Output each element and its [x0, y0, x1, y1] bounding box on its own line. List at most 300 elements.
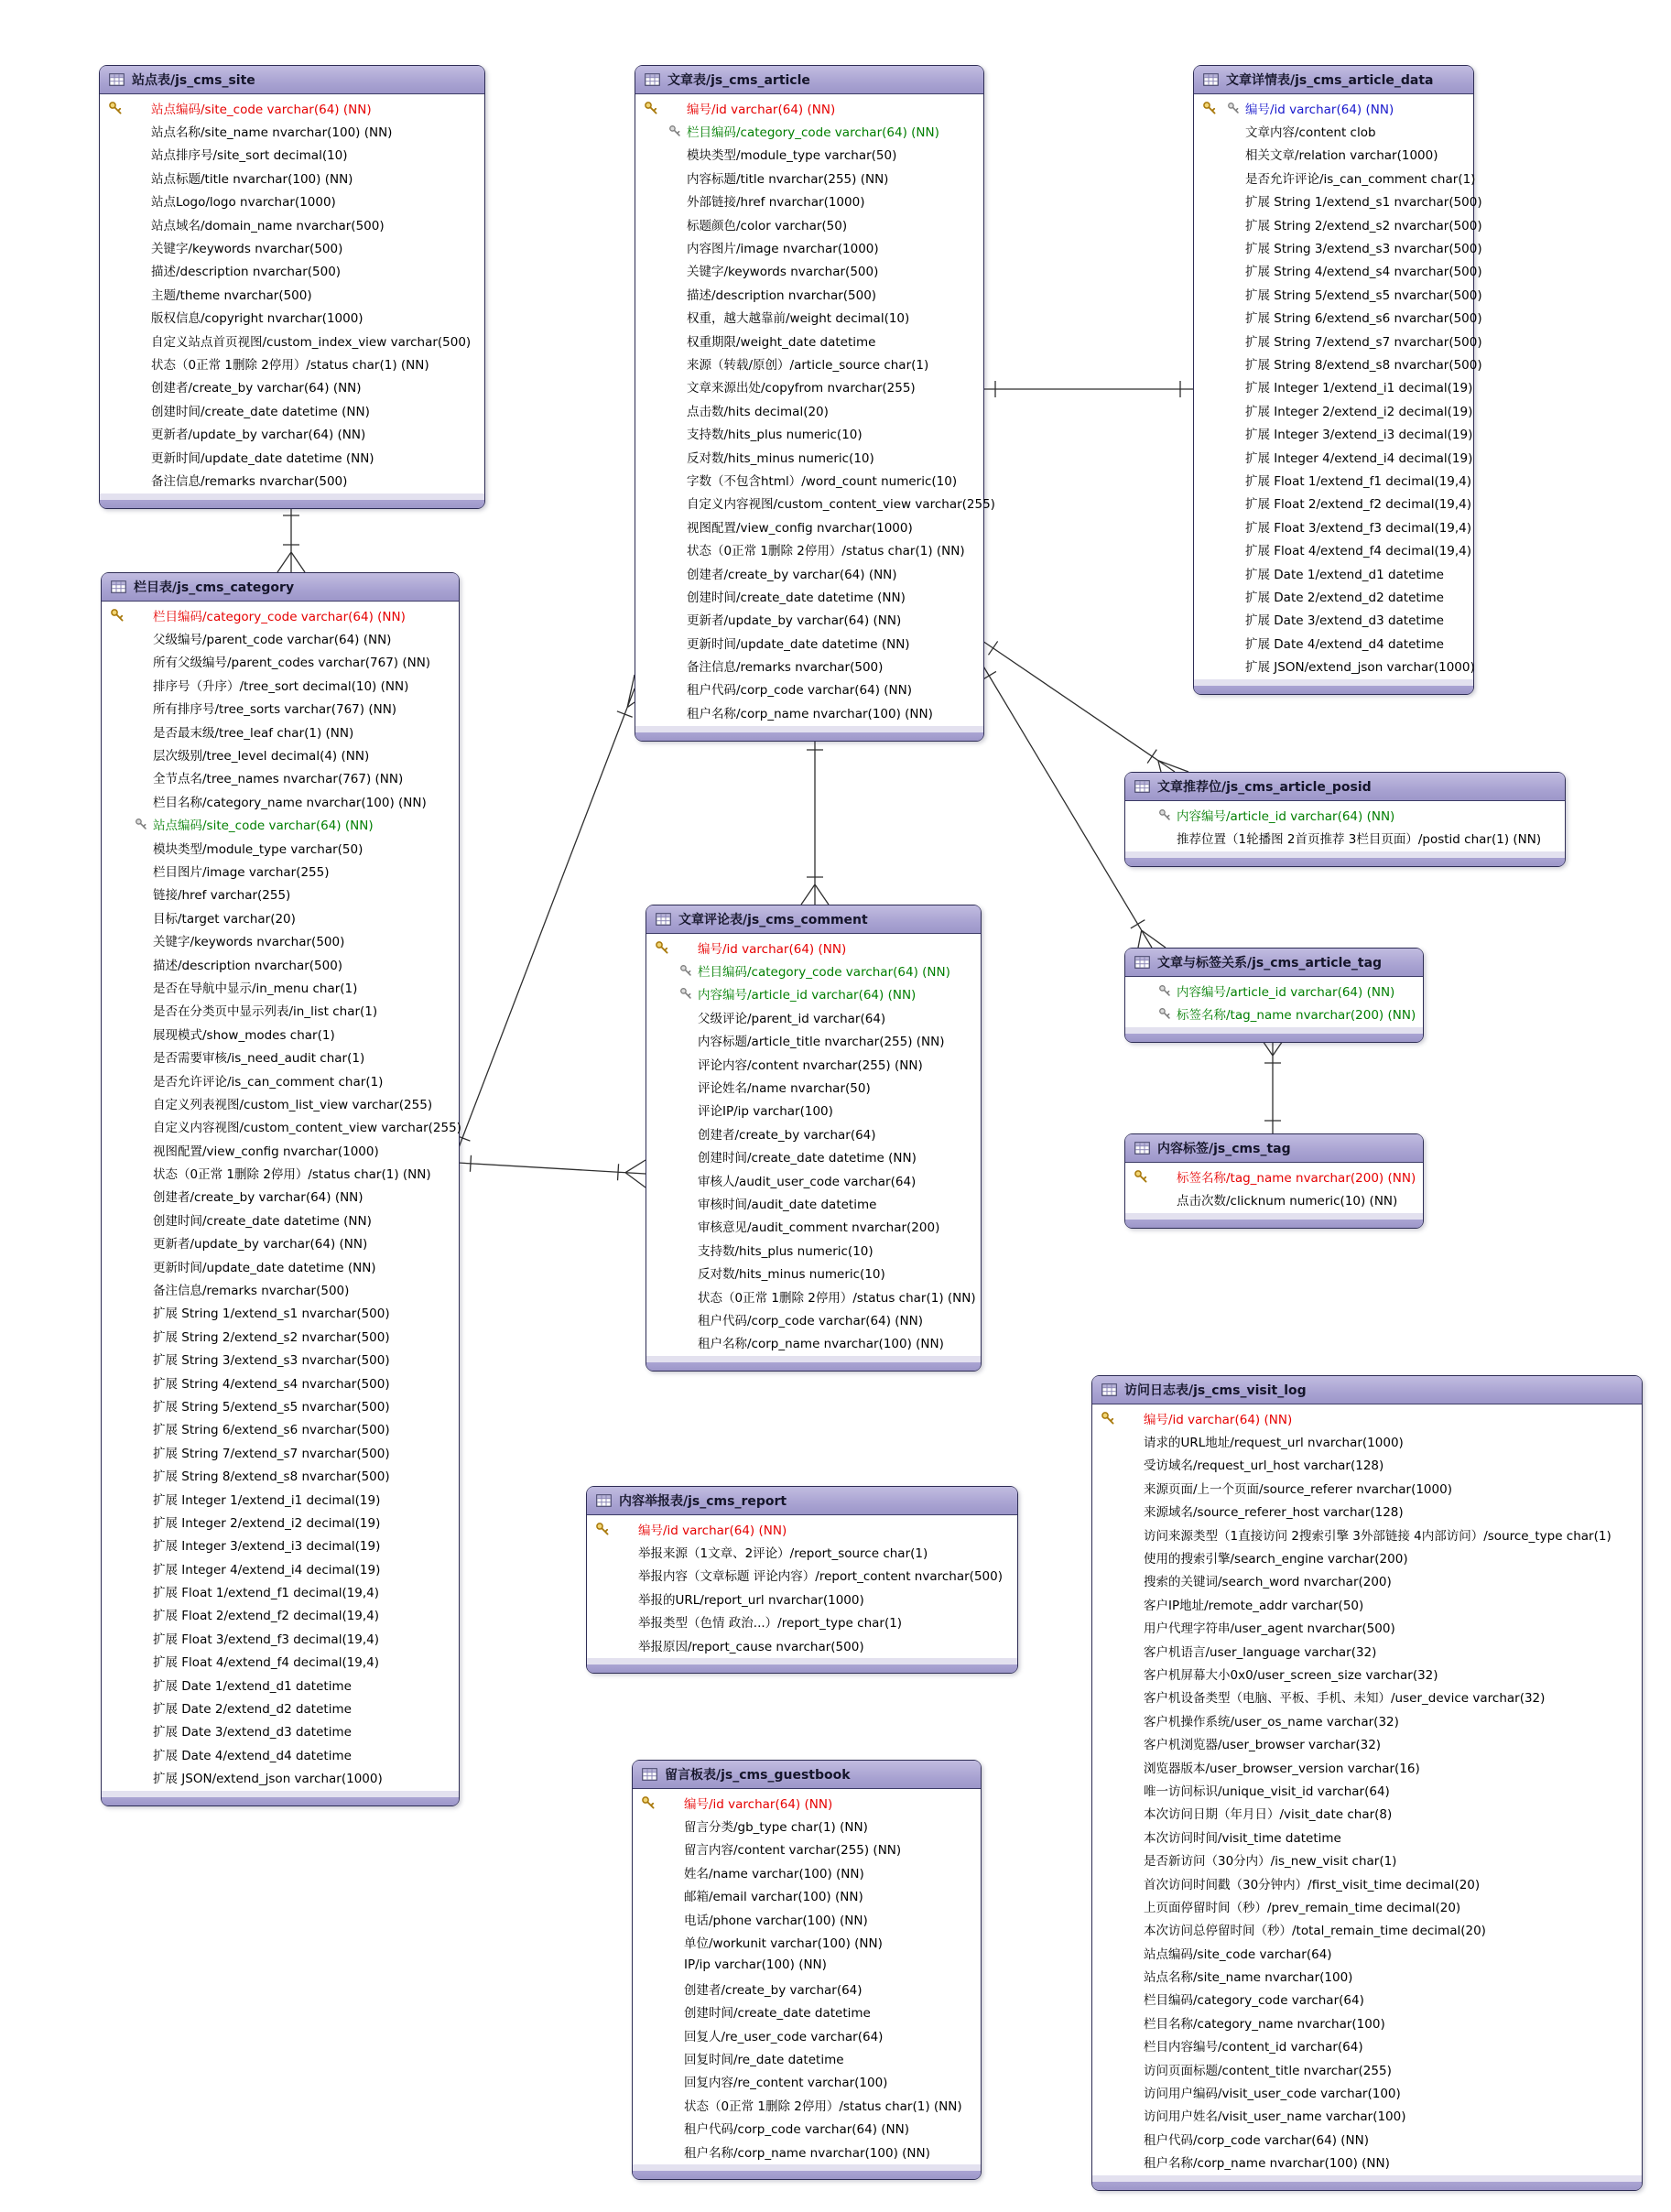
field-row: [1092, 2127, 1636, 2150]
field-label: 支持数/hits_plus numeric(10): [687, 428, 863, 443]
field-row: [1092, 1825, 1636, 1848]
field-row: [1194, 561, 1468, 584]
entity-header: [1092, 1376, 1642, 1404]
field-row: [587, 1564, 1012, 1587]
entity-footer: [1125, 1027, 1423, 1042]
field-row: [635, 166, 978, 189]
entity-header: [1125, 1134, 1423, 1163]
field-label: 扩展 Float 2/extend_f2 decimal(19,4): [153, 1609, 380, 1624]
field-row: [1125, 1002, 1417, 1025]
table-icon: [1134, 780, 1150, 793]
field-row: [646, 982, 975, 1005]
field-row: [102, 1463, 453, 1486]
field-label: 扩展 Integer 4/extend_i4 decimal(19): [153, 1562, 381, 1578]
field-row: [1092, 1964, 1636, 1987]
field-label: 访问来源类型（1直接访问 2搜索引擎 3外部链接 4内部访问）/source_type char(1): [1144, 1528, 1611, 1544]
field-row: [1125, 826, 1559, 849]
field-row: [102, 905, 453, 928]
entity-footer: [100, 493, 484, 508]
field-row: [102, 1487, 453, 1510]
field-row: [1125, 1187, 1417, 1210]
field-label: 备注信息/remarks nvarchar(500): [687, 660, 884, 676]
field-row: [587, 1517, 1012, 1540]
field-label: 租户名称/corp_name nvarchar(100) (NN): [698, 1337, 944, 1352]
field-label: 扩展 String 1/extend_s1 nvarchar(500): [1245, 195, 1482, 211]
field-row: [633, 1930, 975, 1953]
field-row: [635, 119, 978, 142]
field-label: 客户机屏幕大小0x0/user_screen_size varchar(32): [1144, 1667, 1438, 1683]
field-row: [646, 1261, 975, 1284]
field-row: [102, 603, 453, 626]
entity-footer: [646, 1356, 981, 1371]
relationship-site-category: [277, 503, 305, 572]
primary-key-icon: [105, 603, 129, 626]
field-row: [102, 1603, 453, 1626]
relationship-article-article_posid: [982, 641, 1188, 772]
field-label: 编号/id varchar(64) (NN): [1144, 1412, 1293, 1427]
field-label: 站点标题/title nvarchar(100) (NN): [151, 171, 353, 187]
field-label: 唯一访问标识/unique_visit_id varchar(64): [1144, 1784, 1390, 1799]
field-row: [102, 836, 453, 859]
field-label: 扩展 String 7/extend_s7 nvarchar(500): [1245, 334, 1482, 350]
field-label: 状态（0正常 1删除 2停用）/status char(1) (NN): [151, 357, 429, 373]
field-label: 父级评论/parent_id varchar(64): [698, 1011, 886, 1026]
field-row: [1194, 584, 1468, 607]
field-row: [633, 1907, 975, 1930]
field-row: [1092, 1569, 1636, 1592]
primary-key-icon: [1198, 96, 1221, 119]
field-label: 编号/id varchar(64) (NN): [638, 1523, 787, 1538]
field-row: [100, 143, 479, 166]
field-label: 更新时间/update_date datetime (NN): [687, 636, 910, 652]
field-row: [1092, 1545, 1636, 1568]
field-label: 内容标题/article_title nvarchar(255) (NN): [698, 1035, 945, 1050]
field-row: [102, 766, 453, 789]
field-label: 备注信息/remarks nvarchar(500): [153, 1284, 350, 1299]
field-label: 栏目名称/category_name nvarchar(100): [1144, 2016, 1385, 2032]
entity-guestbook[interactable]: [632, 1760, 982, 2180]
field-row: [102, 952, 453, 975]
field-row: [100, 166, 479, 189]
table-icon: [1134, 956, 1150, 969]
field-label: 回复时间/re_date datetime: [684, 2052, 844, 2067]
entity-category[interactable]: [101, 572, 460, 1806]
entity-fields: [1125, 1163, 1423, 1213]
field-label: 扩展 Integer 3/extend_i3 decimal(19): [1245, 428, 1473, 443]
field-row: [635, 608, 978, 631]
field-row: [102, 1208, 453, 1231]
field-label: 创建时间/create_date datetime (NN): [698, 1151, 917, 1166]
field-row: [1194, 282, 1482, 305]
field-row: [635, 143, 978, 166]
field-row: [1194, 212, 1482, 235]
field-row: [635, 306, 978, 329]
entity-article_data[interactable]: [1193, 65, 1482, 695]
field-label: 栏目名称/category_name nvarchar(100) (NN): [153, 795, 427, 810]
field-label: 标签名称/tag_name nvarchar(200) (NN): [1177, 1170, 1416, 1186]
entity-fields: [587, 1515, 1017, 1658]
field-label: 支持数/hits_plus numeric(10): [698, 1243, 873, 1259]
field-row: [1194, 352, 1482, 374]
field-label: 全节点名/tree_names nvarchar(767) (NN): [153, 772, 404, 787]
field-label: 模块类型/module_type varchar(50): [153, 841, 363, 857]
entity-header: [1194, 66, 1473, 94]
field-row: [646, 1285, 975, 1307]
entity-header: [646, 905, 981, 934]
field-label: 电话/phone varchar(100) (NN): [684, 1913, 868, 1928]
field-label: 客户机设备类型（电脑、平板、手机、未知）/user_device varchar(32): [1144, 1691, 1546, 1707]
field-row: [102, 720, 453, 743]
field-row: [100, 468, 479, 491]
foreign-key-icon: [1221, 96, 1245, 119]
entity-comment[interactable]: [646, 905, 982, 1372]
field-row: [635, 561, 978, 584]
field-row: [1194, 492, 1472, 515]
field-label: 创建者/create_by varchar(64) (NN): [153, 1190, 363, 1206]
field-row: [646, 1099, 975, 1122]
foreign-key-icon: [663, 119, 687, 142]
field-label: 站点名称/site_name nvarchar(100) (NN): [151, 125, 393, 141]
field-row: [646, 1307, 975, 1330]
field-label: 所有父级编号/parent_codes varchar(767) (NN): [153, 656, 431, 671]
entity-fields: [1125, 801, 1565, 851]
field-row: [635, 468, 978, 491]
table-icon: [109, 73, 125, 86]
field-label: 租户代码/corp_code varchar(64) (NN): [1144, 2132, 1369, 2148]
table-icon: [1101, 1383, 1117, 1396]
field-row: [1092, 1871, 1636, 1894]
field-label: 内容图片/image nvarchar(1000): [687, 242, 879, 257]
field-row: [102, 1696, 453, 1719]
field-label: 反对数/hits_minus numeric(10): [687, 450, 874, 466]
field-row: [635, 329, 978, 352]
field-label: 扩展 Date 1/extend_d1 datetime: [1245, 567, 1444, 582]
field-row: [633, 2001, 975, 2023]
field-row: [633, 1860, 975, 1883]
field-row: [102, 1440, 453, 1463]
entity-fields: [646, 934, 981, 1356]
field-row: [102, 1068, 453, 1091]
field-row: [102, 975, 453, 998]
relationship-article-article_data: [982, 381, 1193, 397]
field-label: 目标/target varchar(20): [153, 911, 296, 927]
field-row: [102, 813, 453, 836]
field-label: 状态（0正常 1删除 2停用）/status char(1) (NN): [684, 2098, 962, 2114]
field-row: [102, 1510, 453, 1533]
field-row: [1194, 398, 1473, 421]
entity-header: [100, 66, 484, 94]
field-label: 点击次数/clicknum numeric(10) (NN): [1177, 1194, 1398, 1209]
entity-title: 站点表/js_cms_site: [132, 73, 255, 88]
field-label: 标题颜色/color varchar(50): [687, 218, 848, 233]
field-row: [1125, 979, 1417, 1002]
field-label: 客户机操作系统/user_os_name varchar(32): [1144, 1714, 1399, 1729]
field-label: 关键字/keywords nvarchar(500): [151, 242, 343, 257]
field-label: 扩展 String 3/extend_s3 nvarchar(500): [153, 1353, 390, 1369]
field-label: 编号/id varchar(64) (NN): [687, 102, 836, 117]
field-label: 浏览器版本/user_browser_version varchar(16): [1144, 1761, 1420, 1776]
entity-title: 留言板表/js_cms_guestbook: [665, 1768, 851, 1783]
field-label: 描述/description nvarchar(500): [687, 287, 877, 303]
field-row: [1194, 259, 1482, 282]
field-label: 是否最末级/tree_leaf char(1) (NN): [153, 725, 354, 741]
entity-title: 文章评论表/js_cms_comment: [678, 913, 868, 927]
field-row: [635, 375, 978, 398]
field-label: 相关文章/relation varchar(1000): [1245, 148, 1438, 164]
primary-key-icon: [639, 96, 663, 119]
field-row: [100, 119, 479, 142]
field-row: [102, 1534, 453, 1556]
field-label: 扩展 String 5/extend_s5 nvarchar(500): [1245, 287, 1482, 303]
field-row: [102, 1324, 453, 1347]
field-label: 扩展 Date 4/extend_d4 datetime: [1245, 636, 1444, 652]
primary-key-icon: [636, 1791, 660, 1814]
field-label: 扩展 Integer 4/extend_i4 decimal(19): [1245, 450, 1473, 466]
field-label: 姓名/name varchar(100) (NN): [684, 1866, 864, 1881]
field-row: [1092, 2011, 1636, 2033]
field-row: [1194, 190, 1482, 212]
field-row: [1194, 375, 1473, 398]
field-row: [1194, 235, 1482, 258]
field-row: [635, 96, 978, 119]
entity-visit_log[interactable]: [1091, 1375, 1643, 2191]
field-label: 扩展 Date 2/extend_d2 datetime: [1245, 590, 1444, 605]
table-icon: [1134, 1142, 1150, 1155]
entity-site[interactable]: [99, 65, 485, 509]
field-row: [1092, 1639, 1636, 1662]
entity-fields: [102, 602, 459, 1791]
field-row: [1092, 1894, 1636, 1917]
field-label: 访问用户编码/visit_user_code varchar(100): [1144, 2087, 1401, 2102]
field-row: [1194, 166, 1476, 189]
field-row: [1125, 803, 1559, 826]
field-row: [1194, 468, 1472, 491]
field-label: 举报的URL/report_url nvarchar(1000): [638, 1592, 864, 1608]
field-label: 是否在分类页中显示列表/in_list char(1): [153, 1004, 378, 1020]
field-row: [100, 421, 479, 444]
field-row: [100, 306, 479, 329]
field-label: 客户IP地址/remote_addr varchar(50): [1144, 1598, 1364, 1613]
field-row: [102, 697, 453, 720]
field-label: 扩展 Integer 2/extend_i2 decimal(19): [1245, 404, 1473, 419]
field-label: 扩展 JSON/extend_json varchar(1000): [1245, 660, 1475, 676]
field-label: 扩展 Date 3/extend_d3 datetime: [153, 1725, 352, 1740]
field-row: [635, 282, 978, 305]
table-icon: [596, 1494, 612, 1507]
field-row: [633, 1884, 975, 1907]
field-label: 外部链接/href nvarchar(1000): [687, 195, 865, 211]
field-label: 评论IP/ip varchar(100): [698, 1104, 833, 1120]
entity-title: 访问日志表/js_cms_visit_log: [1124, 1383, 1307, 1398]
field-label: 编号/id varchar(64) (NN): [1245, 102, 1394, 117]
field-label: 扩展 String 4/extend_s4 nvarchar(500): [1245, 265, 1482, 280]
field-label: 点击数/hits decimal(20): [687, 404, 829, 419]
entity-article[interactable]: [635, 65, 995, 742]
field-label: 本次访问日期（年月日）/visit_date char(8): [1144, 1807, 1393, 1823]
field-row: [635, 445, 978, 468]
field-row: [633, 2046, 975, 2069]
field-label: 举报来源（1文章、2评论）/report_source char(1): [638, 1546, 928, 1562]
field-row: [1092, 1592, 1636, 1615]
field-label: 栏目编码/category_code varchar(64) (NN): [687, 125, 939, 141]
field-row: [1092, 1616, 1636, 1639]
field-row: [1092, 1453, 1636, 1476]
field-row: [102, 883, 453, 905]
field-row: [646, 1331, 975, 1354]
field-label: 是否新访问（30分内）/is_new_visit char(1): [1144, 1854, 1397, 1870]
field-label: 权重，越大越靠前/weight decimal(10): [687, 311, 910, 327]
field-row: [1194, 654, 1475, 677]
field-label: 栏目编码/category_code varchar(64) (NN): [153, 609, 406, 624]
field-label: 搜索的关键词/search_word nvarchar(200): [1144, 1575, 1392, 1590]
field-row: [646, 1122, 975, 1144]
primary-key-icon: [1096, 1406, 1120, 1429]
table-icon: [656, 913, 671, 926]
entity-article_tag[interactable]: [1124, 948, 1424, 1043]
field-label: 租户名称/corp_name nvarchar(100) (NN): [684, 2145, 930, 2161]
field-label: 视图配置/view_config nvarchar(1000): [687, 520, 913, 536]
field-row: [1194, 119, 1468, 142]
field-label: 扩展 Float 2/extend_f2 decimal(19,4): [1245, 497, 1472, 513]
primary-key-icon: [1129, 1165, 1153, 1187]
field-label: 站点名称/site_name nvarchar(100): [1144, 1970, 1353, 1986]
field-label: 举报原因/report_cause nvarchar(500): [638, 1639, 864, 1654]
field-label: 内容编号/article_id varchar(64) (NN): [1177, 984, 1395, 1000]
field-label: 扩展 Integer 1/extend_i1 decimal(19): [1245, 381, 1473, 396]
entity-footer: [1125, 1213, 1423, 1228]
field-row: [1092, 1500, 1636, 1523]
field-row: [635, 190, 978, 212]
field-label: 备注信息/remarks nvarchar(500): [151, 473, 348, 489]
field-row: [635, 700, 978, 723]
field-row: [102, 1022, 453, 1045]
field-label: 栏目图片/image varchar(255): [153, 864, 330, 880]
field-row: [102, 1719, 453, 1742]
field-row: [633, 1814, 975, 1837]
field-label: 站点域名/domain_name nvarchar(500): [151, 218, 385, 233]
foreign-key-icon: [1153, 979, 1177, 1002]
field-label: 扩展 String 2/extend_s2 nvarchar(500): [153, 1329, 390, 1345]
field-row: [102, 1091, 453, 1114]
field-row: [1194, 306, 1482, 329]
entity-title: 文章推荐位/js_cms_article_posid: [1157, 780, 1372, 795]
field-label: 自定义内容视图/custom_content_view varchar(255): [153, 1121, 461, 1136]
field-label: 受访域名/request_url_host varchar(128): [1144, 1458, 1384, 1474]
field-label: 访问用户姓名/visit_user_name varchar(100): [1144, 2109, 1406, 2125]
field-row: [102, 1556, 453, 1579]
table-icon: [642, 1768, 657, 1781]
field-row: [100, 235, 479, 258]
field-label: 客户机语言/user_language varchar(32): [1144, 1644, 1377, 1660]
field-row: [1194, 445, 1473, 468]
field-row: [1194, 143, 1468, 166]
field-label: 父级编号/parent_code varchar(64) (NN): [153, 633, 392, 648]
entity-header: [1125, 773, 1565, 801]
field-label: 视图配置/view_config nvarchar(1000): [153, 1144, 379, 1159]
field-label: 单位/workunit varchar(100) (NN): [684, 1936, 883, 1952]
field-row: [635, 584, 978, 607]
field-row: [1194, 329, 1482, 352]
field-label: 回复人/re_user_code varchar(64): [684, 2029, 884, 2044]
field-label: 创建时间/create_date datetime: [684, 2006, 871, 2022]
field-label: 编号/id varchar(64) (NN): [684, 1796, 833, 1812]
field-row: [1092, 1848, 1636, 1870]
entity-header: [1125, 949, 1423, 977]
field-label: 创建者/create_by varchar(64): [684, 1982, 863, 1998]
field-label: 租户代码/corp_code varchar(64) (NN): [684, 2122, 909, 2138]
field-row: [1125, 1165, 1417, 1187]
field-row: [1092, 2080, 1636, 2103]
field-row: [1092, 1523, 1636, 1545]
field-label: 推荐位置（1轮播图 2首页推荐 3栏目页面）/postid char(1) (NN): [1177, 832, 1542, 848]
field-row: [102, 1277, 453, 1300]
field-label: 扩展 Integer 1/extend_i1 decimal(19): [153, 1492, 381, 1508]
entity-footer: [102, 1791, 459, 1805]
field-row: [635, 259, 978, 282]
entity-header: [635, 66, 983, 94]
entity-header: [102, 573, 459, 602]
field-label: 展现模式/show_modes char(1): [153, 1027, 335, 1043]
foreign-key-icon: [129, 813, 153, 836]
field-label: 扩展 Float 1/extend_f1 decimal(19,4): [153, 1586, 380, 1601]
entity-fields: [1092, 1404, 1642, 2175]
entity-report[interactable]: [586, 1486, 1018, 1674]
field-row: [635, 235, 978, 258]
field-label: 版权信息/copyright nvarchar(1000): [151, 311, 363, 327]
field-row: [646, 936, 975, 959]
field-row: [646, 1052, 975, 1075]
field-label: 访问页面标题/content_title nvarchar(255): [1144, 2063, 1392, 2078]
field-row: [1092, 1708, 1636, 1731]
field-label: 站点编码/site_code varchar(64): [1144, 1946, 1332, 1962]
field-label: 关键字/keywords nvarchar(500): [687, 265, 879, 280]
field-row: [1194, 537, 1472, 560]
field-label: 扩展 Float 3/extend_f3 decimal(19,4): [1245, 520, 1472, 536]
entity-article_posid[interactable]: [1124, 772, 1566, 867]
field-row: [102, 1254, 453, 1277]
field-label: IP/ip varchar(100) (NN): [684, 1957, 827, 1973]
field-label: 更新时间/update_date datetime (NN): [153, 1260, 376, 1275]
field-row: [102, 1650, 453, 1673]
entity-fields: [635, 94, 995, 726]
field-label: 状态（0正常 1删除 2停用）/status char(1) (NN): [687, 544, 965, 559]
field-label: 租户代码/corp_code varchar(64) (NN): [698, 1313, 923, 1328]
field-row: [1092, 2151, 1636, 2174]
field-label: 栏目内容编号/content_id varchar(64): [1144, 2040, 1363, 2055]
entity-fields: [1194, 94, 1482, 679]
field-row: [102, 1045, 453, 1068]
field-label: 站点排序号/site_sort decimal(10): [151, 148, 348, 164]
primary-key-icon: [103, 96, 127, 119]
field-label: 扩展 Integer 3/extend_i3 decimal(19): [153, 1539, 381, 1555]
field-row: [635, 212, 978, 235]
entity-fields: [100, 94, 484, 493]
field-row: [1092, 1778, 1636, 1801]
field-label: 是否需要审核/is_need_audit char(1): [153, 1051, 365, 1067]
field-row: [646, 1215, 975, 1238]
field-row: [633, 2023, 975, 2046]
field-row: [100, 190, 479, 212]
foreign-key-icon: [674, 982, 698, 1005]
field-row: [646, 1145, 975, 1168]
field-label: 审核时间/audit_date datetime: [698, 1197, 877, 1212]
field-row: [1092, 1755, 1636, 1778]
field-row: [100, 375, 479, 398]
entity-tag[interactable]: [1124, 1133, 1424, 1229]
field-row: [1092, 1941, 1636, 1964]
entity-footer: [635, 726, 983, 741]
field-row: [100, 352, 479, 374]
